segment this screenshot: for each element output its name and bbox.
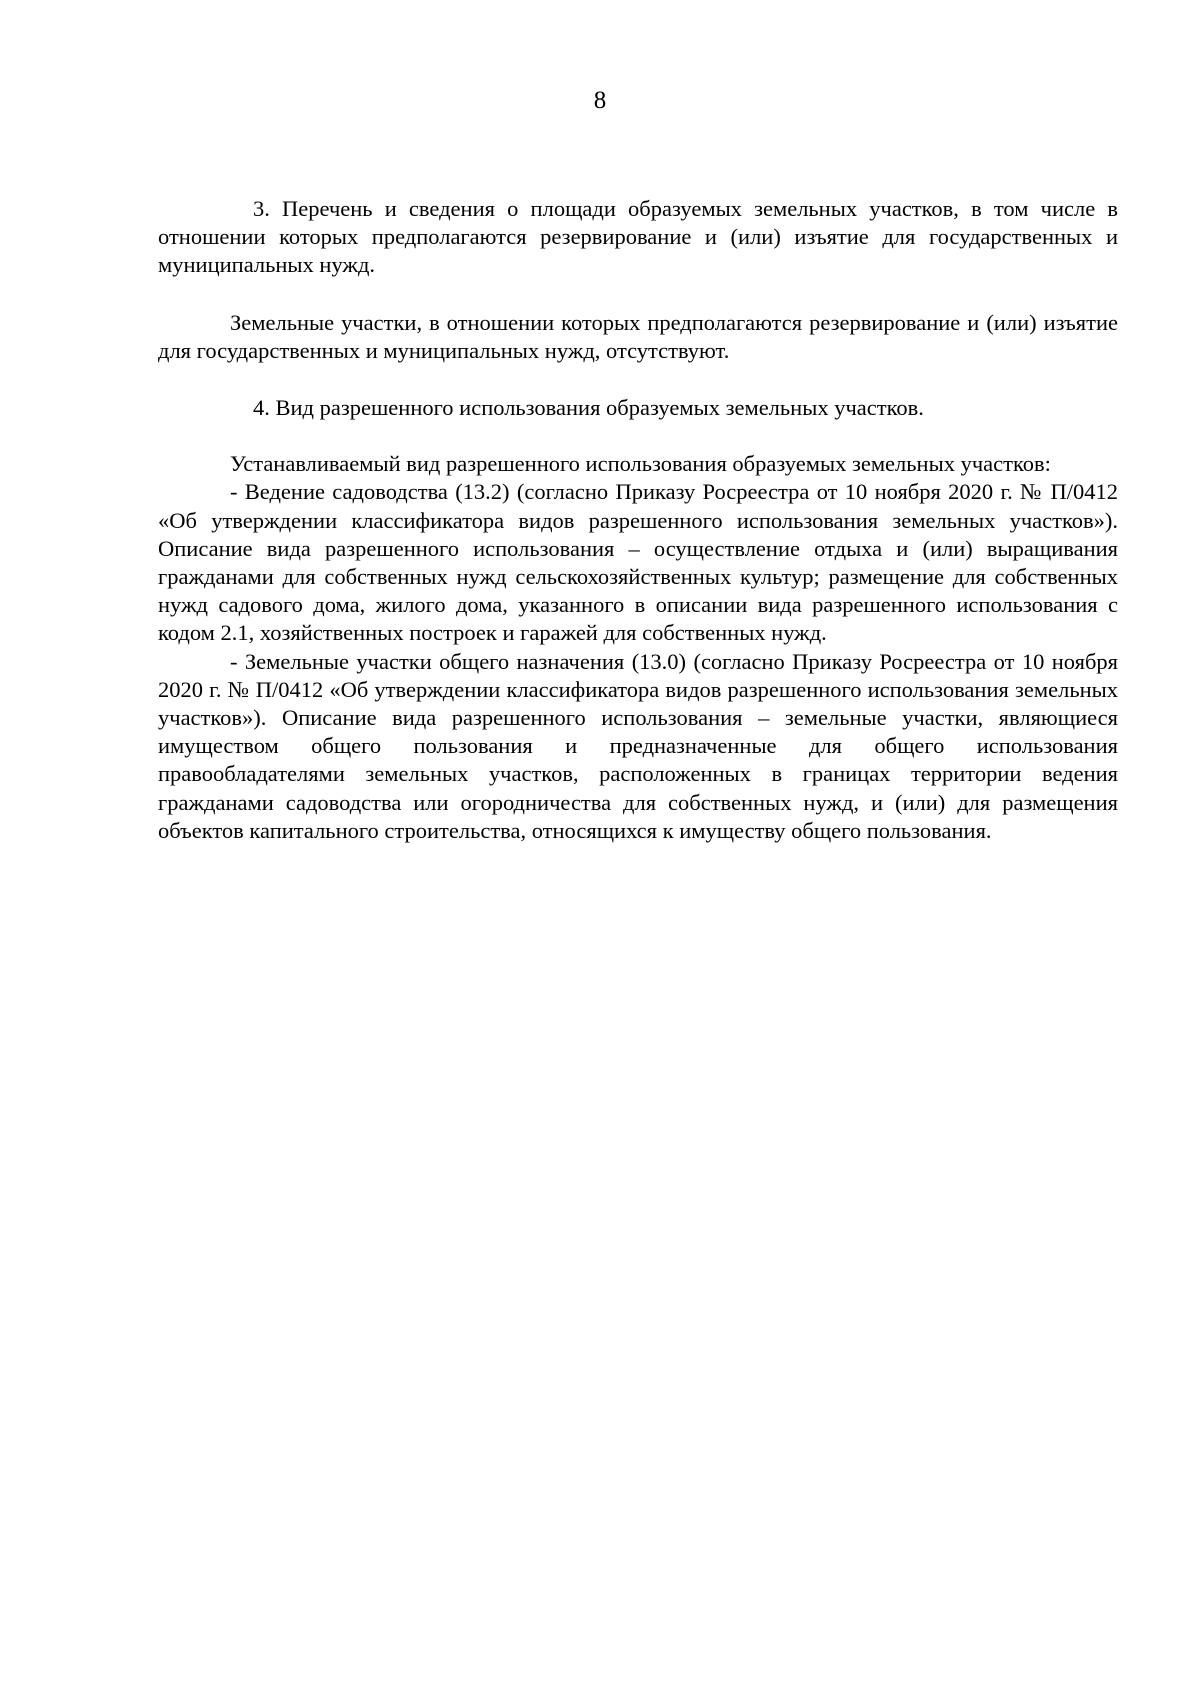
page-number: 8 <box>593 87 607 114</box>
section-4-item-common-land: - Земельные участки общего назначения (13.0) (согласно Приказу Росреестра от 10 ноября 2020 г. № П/0412 «Об утверждении классификатора видов разрешенного использования земельных участков»). Описание вида разрешенного использования – земельные участки, являющиеся имуществом общего пользования и предназначенные для общего использования правообладателями земельных участков, расположенных в границах территории ведения гражданами садоводства или огородничества для собственных нужд, и (или) для размещения объектов капитального строительства, относящихся к имуществу общего пользования. <box>158 648 1118 843</box>
section-3-heading: 3. Перечень и сведения о площади образуемых земельных участков, в том числе в отношении которых предполагаются резервирование и (или) изъятие для государственных и муниципальных нужд. <box>158 196 1118 278</box>
spacer <box>158 280 1118 309</box>
spacer <box>158 365 1118 394</box>
section-3-text: Земельные участки, в отношении которых предполагаются резервирование и (или) изъятие для государственных и муниципальных нужд, отсутствуют. <box>158 309 1118 363</box>
section-4-intro: Устанавливаемый вид разрешенного использования образуемых земельных участков: <box>230 451 1051 477</box>
document-body <box>158 195 1118 845</box>
spacer <box>158 422 1118 450</box>
section-4-heading: 4. Вид разрешенного использования образуемых земельных участков. <box>253 395 924 421</box>
section-4-item-gardening: - Ведение садоводства (13.2) (согласно Приказу Росреестра от 10 ноября 2020 г. № П/0412 «Об утверждении классификатора видов разрешенного использования земельных участков»). Описание вида разрешенного использования – осуществление отдыха и (или) выращивания гражданами для собственных нужд сельскохозяйственных культур; размещение для собственных нужд садового дома, жилого дома, указанного в описании вида разрешенного использования с кодом 2.1, хозяйственных построек и гаражей для собственных нужд. <box>158 479 1118 646</box>
